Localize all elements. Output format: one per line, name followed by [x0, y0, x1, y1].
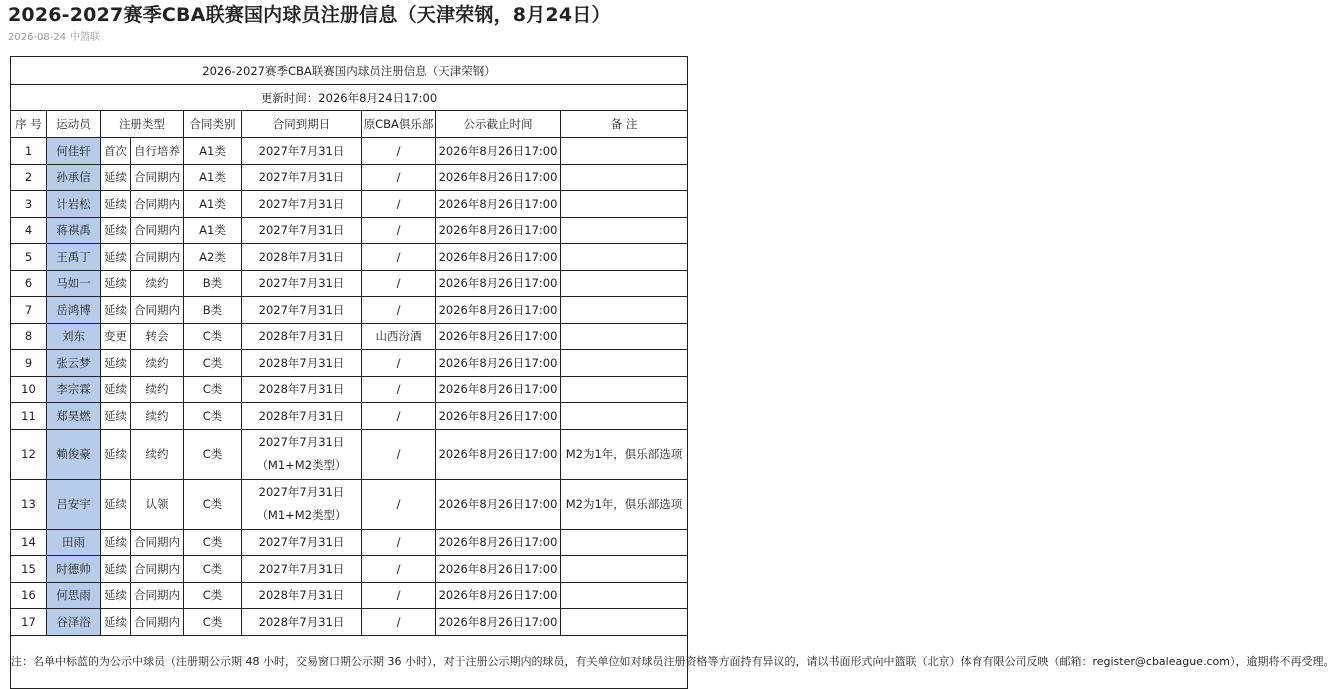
table-caption: 2026-2027赛季CBA联赛国内球员注册信息（天津荣钢）	[11, 57, 688, 85]
table-row	[11, 556, 688, 583]
remarks: M2为1年，俱乐部选项	[561, 429, 688, 479]
remarks	[561, 270, 688, 297]
publicity-deadline: 2026年8月26日17:00	[436, 609, 561, 636]
contract-category: C类	[184, 479, 242, 529]
row-number: 1	[11, 138, 47, 165]
previous-club: /	[362, 529, 436, 556]
publicity-deadline: 2026年8月26日17:00	[436, 270, 561, 297]
previous-club: /	[362, 403, 436, 430]
contract-category: C类	[184, 376, 242, 403]
contract-category: C类	[184, 609, 242, 636]
registration-table	[10, 56, 1334, 689]
update-time: 更新时间：2026年8月24日17:00	[11, 85, 688, 111]
remarks	[561, 138, 688, 165]
row-number: 13	[11, 479, 47, 529]
table-row	[11, 582, 688, 609]
previous-club: /	[362, 270, 436, 297]
registration-detail: 续约	[131, 403, 184, 430]
registration-kind: 延续	[101, 376, 131, 403]
previous-club: /	[362, 556, 436, 583]
table-row	[11, 403, 688, 430]
contract-expiry: 2028年7月31日	[242, 376, 362, 403]
expiry-date: 2027年7月31日	[258, 485, 345, 499]
table-row	[11, 217, 688, 244]
registration-kind: 延续	[101, 479, 131, 529]
registration-kind: 延续	[101, 609, 131, 636]
registration-detail: 合同期内	[131, 609, 184, 636]
contract-category: C类	[184, 582, 242, 609]
previous-club: /	[362, 244, 436, 271]
athlete-name: 郑昊燃	[47, 403, 101, 430]
row-number: 9	[11, 350, 47, 377]
contract-expiry: 2028年7月31日	[242, 244, 362, 271]
publicity-deadline: 2026年8月26日17:00	[436, 403, 561, 430]
publicity-deadline: 2026年8月26日17:00	[436, 376, 561, 403]
registration-kind: 延续	[101, 403, 131, 430]
row-number: 6	[11, 270, 47, 297]
previous-club: 山西汾酒	[362, 323, 436, 350]
contract-expiry: 2027年7月31日	[242, 217, 362, 244]
remarks	[561, 350, 688, 377]
athlete-name: 计岩松	[47, 191, 101, 218]
contract-category: C类	[184, 350, 242, 377]
remarks	[561, 582, 688, 609]
header-reg-type: 注册类型	[101, 111, 184, 138]
publicity-deadline: 2026年8月26日17:00	[436, 479, 561, 529]
contract-category: C类	[184, 403, 242, 430]
registration-detail: 转会	[131, 323, 184, 350]
athlete-name: 岳鸿博	[47, 297, 101, 324]
contract-expiry: 2028年7月31日	[242, 403, 362, 430]
registration-kind: 延续	[101, 556, 131, 583]
athlete-name: 何佳轩	[47, 138, 101, 165]
remarks	[561, 191, 688, 218]
contract-expiry: 2027年7月31日	[242, 270, 362, 297]
footnote-row	[11, 635, 688, 688]
header-remarks: 备 注	[561, 111, 688, 138]
previous-club: /	[362, 582, 436, 609]
registration-detail: 合同期内	[131, 582, 184, 609]
contract-category: A1类	[184, 217, 242, 244]
contract-category: C类	[184, 556, 242, 583]
previous-club: /	[362, 164, 436, 191]
row-number: 11	[11, 403, 47, 430]
contract-category: B类	[184, 297, 242, 324]
contract-expiry	[242, 429, 362, 479]
registration-kind: 延续	[101, 429, 131, 479]
table-row	[11, 609, 688, 636]
registration-detail: 合同期内	[131, 529, 184, 556]
publicity-deadline: 2026年8月26日17:00	[436, 529, 561, 556]
registration-detail: 续约	[131, 376, 184, 403]
registration-detail: 续约	[131, 429, 184, 479]
row-number: 3	[11, 191, 47, 218]
table-row	[11, 191, 688, 218]
remarks	[561, 164, 688, 191]
athlete-name: 王禹丁	[47, 244, 101, 271]
remarks	[561, 529, 688, 556]
previous-club: /	[362, 429, 436, 479]
publicity-deadline: 2026年8月26日17:00	[436, 138, 561, 165]
contract-expiry: 2027年7月31日	[242, 556, 362, 583]
publicity-deadline: 2026年8月26日17:00	[436, 350, 561, 377]
registration-kind: 延续	[101, 582, 131, 609]
article-meta	[8, 28, 104, 43]
header-expiry: 合同到期日	[242, 111, 362, 138]
publicity-deadline: 2026年8月26日17:00	[436, 191, 561, 218]
athlete-name: 田雨	[47, 529, 101, 556]
contract-category: B类	[184, 270, 242, 297]
publicity-deadline: 2026年8月26日17:00	[436, 556, 561, 583]
remarks	[561, 609, 688, 636]
previous-club: /	[362, 376, 436, 403]
registration-kind: 延续	[101, 191, 131, 218]
publicity-deadline: 2026年8月26日17:00	[436, 323, 561, 350]
athlete-name: 马如一	[47, 270, 101, 297]
header-contract-type: 合同类别	[184, 111, 242, 138]
publicity-deadline: 2026年8月26日17:00	[436, 429, 561, 479]
contract-expiry: 2027年7月31日	[242, 164, 362, 191]
contract-expiry: 2028年7月31日	[242, 609, 362, 636]
registration-detail: 续约	[131, 350, 184, 377]
table-row	[11, 138, 688, 165]
athlete-name: 何思雨	[47, 582, 101, 609]
table-row	[11, 164, 688, 191]
contract-category: C类	[184, 429, 242, 479]
row-number: 8	[11, 323, 47, 350]
registration-kind: 延续	[101, 270, 131, 297]
registration-kind: 延续	[101, 217, 131, 244]
previous-club: /	[362, 350, 436, 377]
publicity-deadline: 2026年8月26日17:00	[436, 582, 561, 609]
remarks	[561, 556, 688, 583]
previous-club: /	[362, 138, 436, 165]
header-prev-club: 原CBA俱乐部	[362, 111, 436, 138]
remarks	[561, 297, 688, 324]
registration-kind: 延续	[101, 350, 131, 377]
registration-detail: 合同期内	[131, 191, 184, 218]
remarks	[561, 244, 688, 271]
publicity-deadline: 2026年8月26日17:00	[436, 164, 561, 191]
remarks	[561, 323, 688, 350]
source-label: 中篮联	[70, 32, 101, 43]
table-row	[11, 429, 688, 479]
row-number: 12	[11, 429, 47, 479]
registration-kind: 首次	[101, 138, 131, 165]
athlete-name: 蒋祺禹	[47, 217, 101, 244]
contract-category: A2类	[184, 244, 242, 271]
contract-category: C类	[184, 323, 242, 350]
contract-expiry: 2028年7月31日	[242, 582, 362, 609]
row-number: 2	[11, 164, 47, 191]
row-number: 17	[11, 609, 47, 636]
expiry-type-note: （M1+M2类型）	[256, 458, 347, 472]
header-no: 序 号	[11, 111, 47, 138]
table-row	[11, 270, 688, 297]
contract-expiry: 2028年7月31日	[242, 323, 362, 350]
table-row	[11, 529, 688, 556]
registration-detail: 合同期内	[131, 556, 184, 583]
previous-club: /	[362, 297, 436, 324]
contract-expiry	[242, 479, 362, 529]
remarks: M2为1年，俱乐部选项	[561, 479, 688, 529]
contract-expiry: 2027年7月31日	[242, 529, 362, 556]
registration-kind: 延续	[101, 529, 131, 556]
row-number: 15	[11, 556, 47, 583]
contract-expiry: 2027年7月31日	[242, 138, 362, 165]
header-deadline: 公示截止时间	[436, 111, 561, 138]
row-number: 7	[11, 297, 47, 324]
previous-club: /	[362, 479, 436, 529]
remarks	[561, 403, 688, 430]
table-row	[11, 376, 688, 403]
athlete-name: 谷泽浴	[47, 609, 101, 636]
row-number: 10	[11, 376, 47, 403]
athlete-name: 刘东	[47, 323, 101, 350]
registration-detail: 合同期内	[131, 244, 184, 271]
registration-detail: 合同期内	[131, 164, 184, 191]
registration-kind: 延续	[101, 297, 131, 324]
publicity-deadline: 2026年8月26日17:00	[436, 244, 561, 271]
registration-detail: 合同期内	[131, 297, 184, 324]
registration-detail: 认领	[131, 479, 184, 529]
registration-kind: 延续	[101, 164, 131, 191]
remarks	[561, 217, 688, 244]
table-row	[11, 350, 688, 377]
page-title: 2026-2027赛季CBA联赛国内球员注册信息（天津荣钢，8月24日）	[8, 4, 611, 26]
contract-category: A1类	[184, 164, 242, 191]
previous-club: /	[362, 609, 436, 636]
row-number: 14	[11, 529, 47, 556]
athlete-name: 张云梦	[47, 350, 101, 377]
registration-kind: 延续	[101, 244, 131, 271]
contract-expiry: 2028年7月31日	[242, 350, 362, 377]
header-athlete: 运动员	[47, 111, 101, 138]
registration-kind: 变更	[101, 323, 131, 350]
expiry-date: 2027年7月31日	[258, 435, 345, 449]
expiry-type-note: （M1+M2类型）	[256, 508, 347, 522]
registration-detail: 续约	[131, 270, 184, 297]
athlete-name: 吕安宇	[47, 479, 101, 529]
contract-category: A1类	[184, 138, 242, 165]
contract-category: A1类	[184, 191, 242, 218]
contract-expiry: 2027年7月31日	[242, 297, 362, 324]
athlete-name: 时德帅	[47, 556, 101, 583]
previous-club: /	[362, 217, 436, 244]
table-row	[11, 323, 688, 350]
registration-detail: 自行培养	[131, 138, 184, 165]
publicity-deadline: 2026年8月26日17:00	[436, 217, 561, 244]
previous-club: /	[362, 191, 436, 218]
contract-expiry: 2027年7月31日	[242, 191, 362, 218]
remarks	[561, 376, 688, 403]
table-row	[11, 479, 688, 529]
athlete-name: 李宗霖	[47, 376, 101, 403]
row-number: 16	[11, 582, 47, 609]
footnote: 注：名单中标蓝的为公示中球员（注册期公示期 48 小时，交易窗口期公示期 36 小时），对于注册公示期内的球员，有关单位如对球员注册资格等方面持有异议的，请以书面形式向中篮联（北京）体育有限公司反映（邮箱：register@cbaleague.com），逾期将不再受理。	[11, 635, 688, 688]
row-number: 5	[11, 244, 47, 271]
table-row	[11, 244, 688, 271]
publicity-deadline: 2026年8月26日17:00	[436, 297, 561, 324]
registration-detail: 合同期内	[131, 217, 184, 244]
table-row	[11, 297, 688, 324]
publish-date: 2026-08-24	[8, 32, 67, 43]
athlete-name: 赖俊豪	[47, 429, 101, 479]
contract-category: C类	[184, 529, 242, 556]
athlete-name: 孙承信	[47, 164, 101, 191]
row-number: 4	[11, 217, 47, 244]
